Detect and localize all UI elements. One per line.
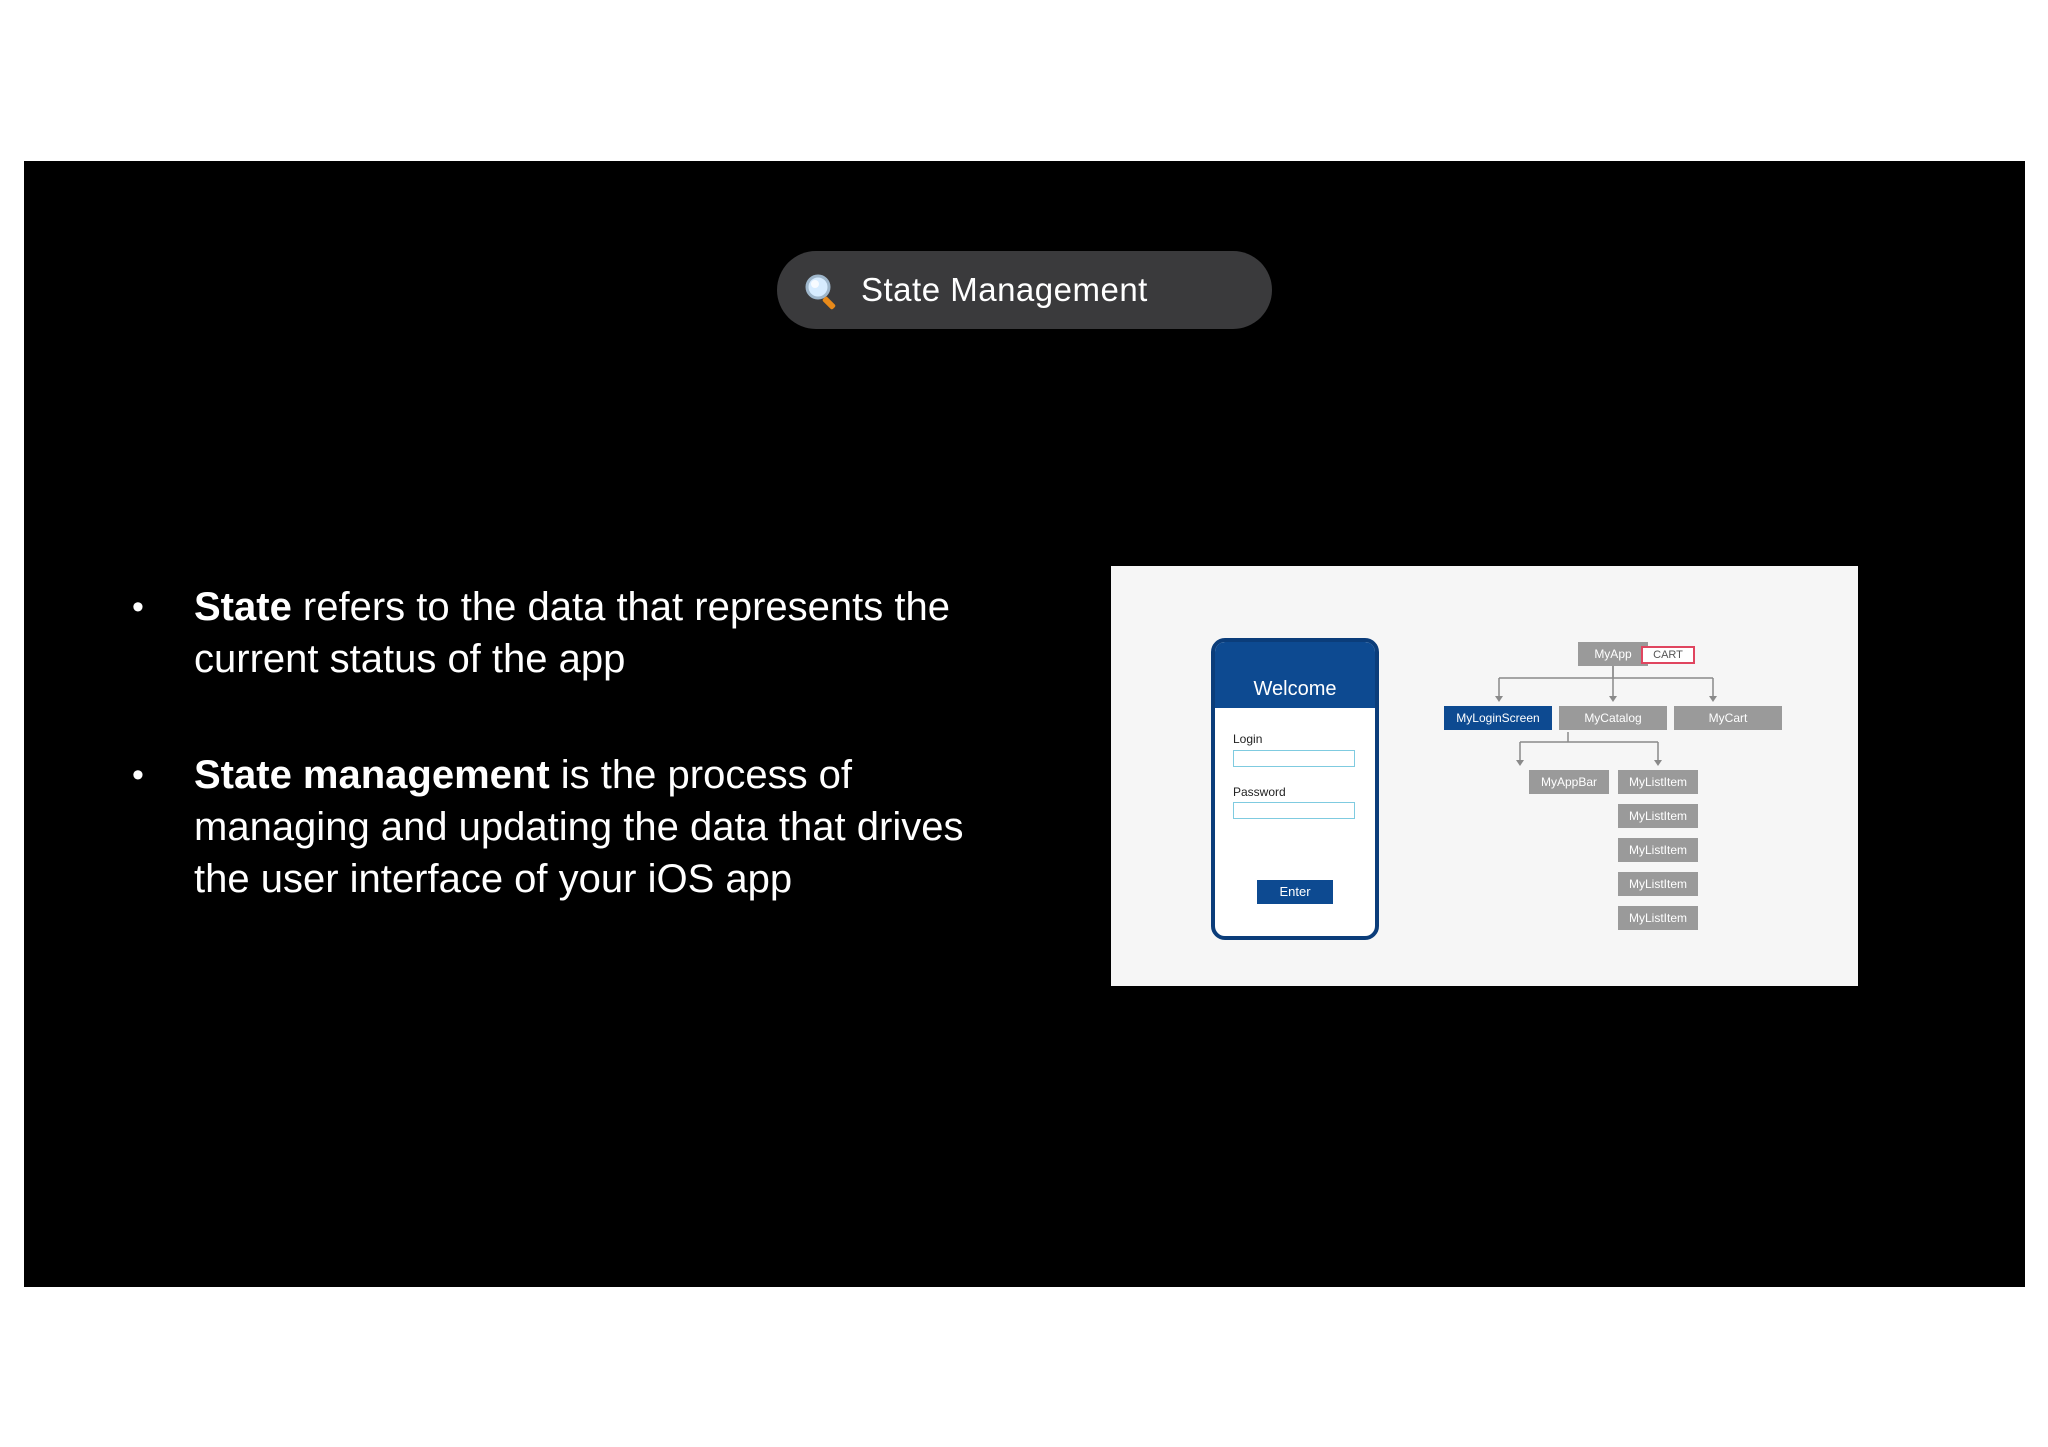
bullet-item — [120, 581, 1020, 685]
bullet-item — [120, 749, 1020, 905]
bullet-list — [120, 581, 1020, 969]
bullet-dot: • — [132, 588, 144, 626]
tree-node-list-item: MyListItem — [1618, 770, 1698, 794]
tree-node-list-item: MyListItem — [1618, 872, 1698, 896]
login-label: Login — [1233, 732, 1263, 746]
magnifying-glass-icon — [802, 271, 842, 311]
bullet-term: State — [194, 585, 292, 629]
search-bar[interactable] — [777, 251, 1272, 329]
tree-node-login-screen: MyLoginScreen — [1444, 706, 1552, 730]
tree-node-list-item: MyListItem — [1618, 804, 1698, 828]
enter-button[interactable]: Enter — [1257, 880, 1333, 904]
bullet-term: State management — [194, 753, 550, 797]
slide — [24, 161, 2025, 1287]
tree-node-cart: MyCart — [1674, 706, 1782, 730]
welcome-title: Welcome — [1253, 678, 1337, 700]
bullet-text: is the process of managing and updating the data that drives the user interface of your iOS app — [194, 753, 964, 901]
state-diagram-figure — [1111, 566, 1858, 986]
tree-node-root: MyApp — [1578, 642, 1648, 666]
cart-state-tag: CART — [1641, 646, 1695, 664]
search-query: State Management — [861, 271, 1148, 308]
tree-node-list-item: MyListItem — [1618, 906, 1698, 930]
tree-node-appbar: MyAppBar — [1529, 770, 1609, 794]
bullet-text: refers to the data that represents the current status of the app — [194, 585, 950, 681]
password-label: Password — [1233, 785, 1286, 799]
tree-node-list-item: MyListItem — [1618, 838, 1698, 862]
widget-tree-connectors — [1111, 566, 1858, 986]
tree-node-catalog: MyCatalog — [1559, 706, 1667, 730]
bullet-dot: • — [132, 756, 144, 794]
